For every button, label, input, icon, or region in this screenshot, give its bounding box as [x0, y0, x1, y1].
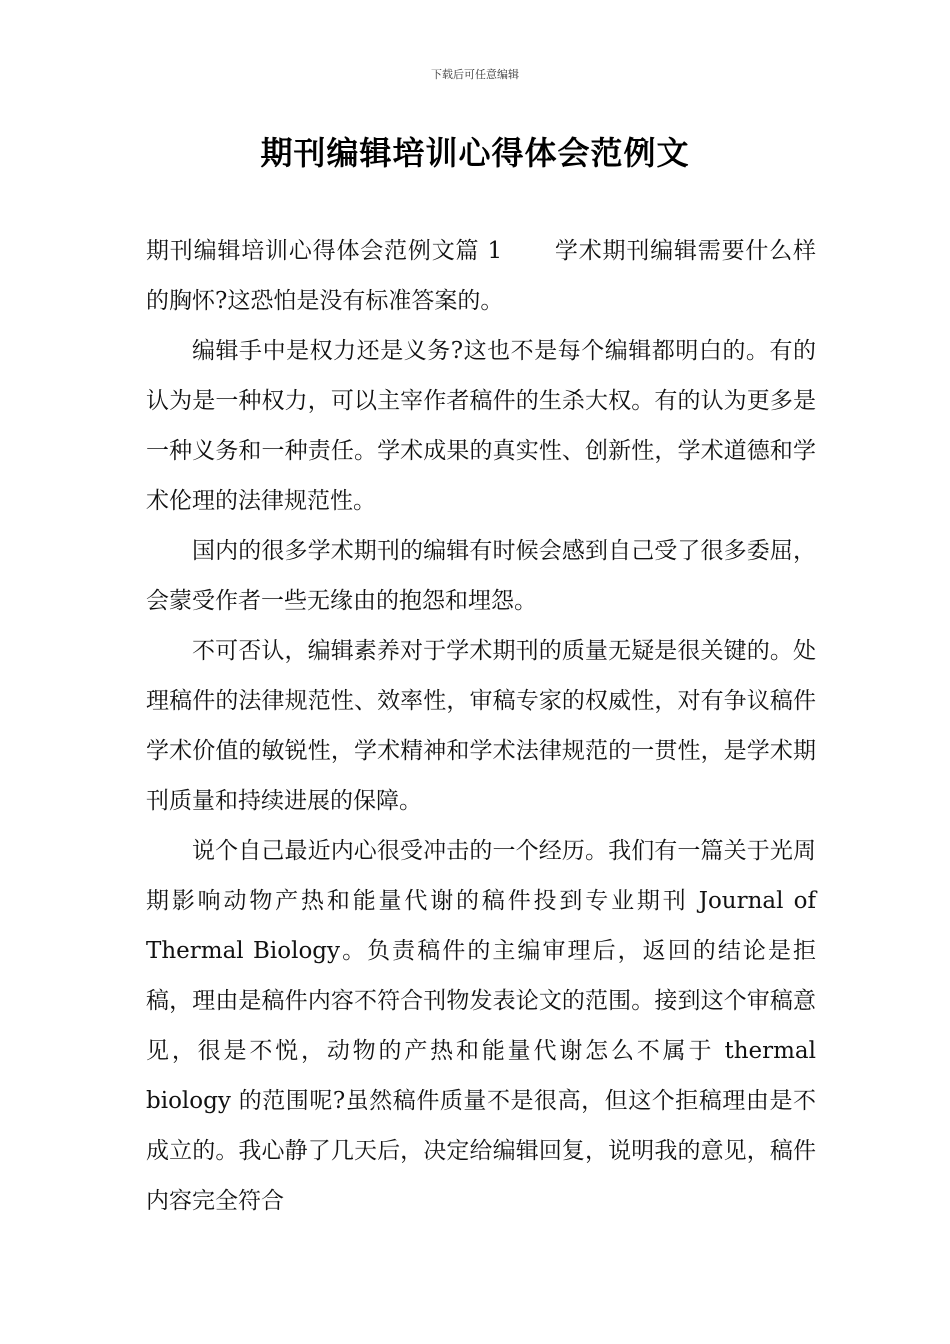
section-heading: 期刊编辑培训心得体会范例文篇 1 — [146, 238, 503, 264]
document-body — [146, 226, 816, 1226]
paragraph-2: 编辑手中是权力还是义务?这也不是每个编辑都明白的。有的认为是一种权力，可以主宰作者稿件的生杀大权。有的认为更多是一种义务和一种责任。学术成果的真实性、创新性，学术道德和学术伦理的法律规范性。 — [146, 338, 816, 514]
paragraph-1-text: 学术期刊编辑需要什么样的胸怀?这恐怕是没有标准答案的。 — [146, 238, 816, 314]
header-note: 下载后可任意编辑 — [431, 68, 519, 81]
paragraph-4: 不可否认，编辑素养对于学术期刊的质量无疑是很关键的。处理稿件的法律规范性、效率性，审稿专家的权威性，对有争议稿件学术价值的敏锐性，学术精神和学术法律规范的一贯性，是学术期刊质量和持续进展的保障。 — [146, 638, 816, 814]
paragraph-1 — [146, 226, 816, 326]
paragraph-3: 国内的很多学术期刊的编辑有时候会感到自己受了很多委屈，会蒙受作者一些无缘由的抱怨和埋怨。 — [146, 538, 816, 614]
paragraph-5: 说个自己最近内心很受冲击的一个经历。我们有一篇关于光周期影响动物产热和能量代谢的稿件投到专业期刊 Journal of Thermal Biology。负责稿件的主编审理后，返回的结论是拒稿，理由是稿件内容不符合刊物发表论文的范围。接到这个审稿意见，很是不悦，动物的产热和能量代谢怎么不属于 thermal biology 的范围呢?虽然稿件质量不是很高，但这个拒稿理由是不成立的。我心静了几天后，决定给编辑回复，说明我的意见，稿件内容完全符合 — [146, 838, 816, 1214]
document-title: 期刊编辑培训心得体会范例文 — [260, 134, 690, 172]
